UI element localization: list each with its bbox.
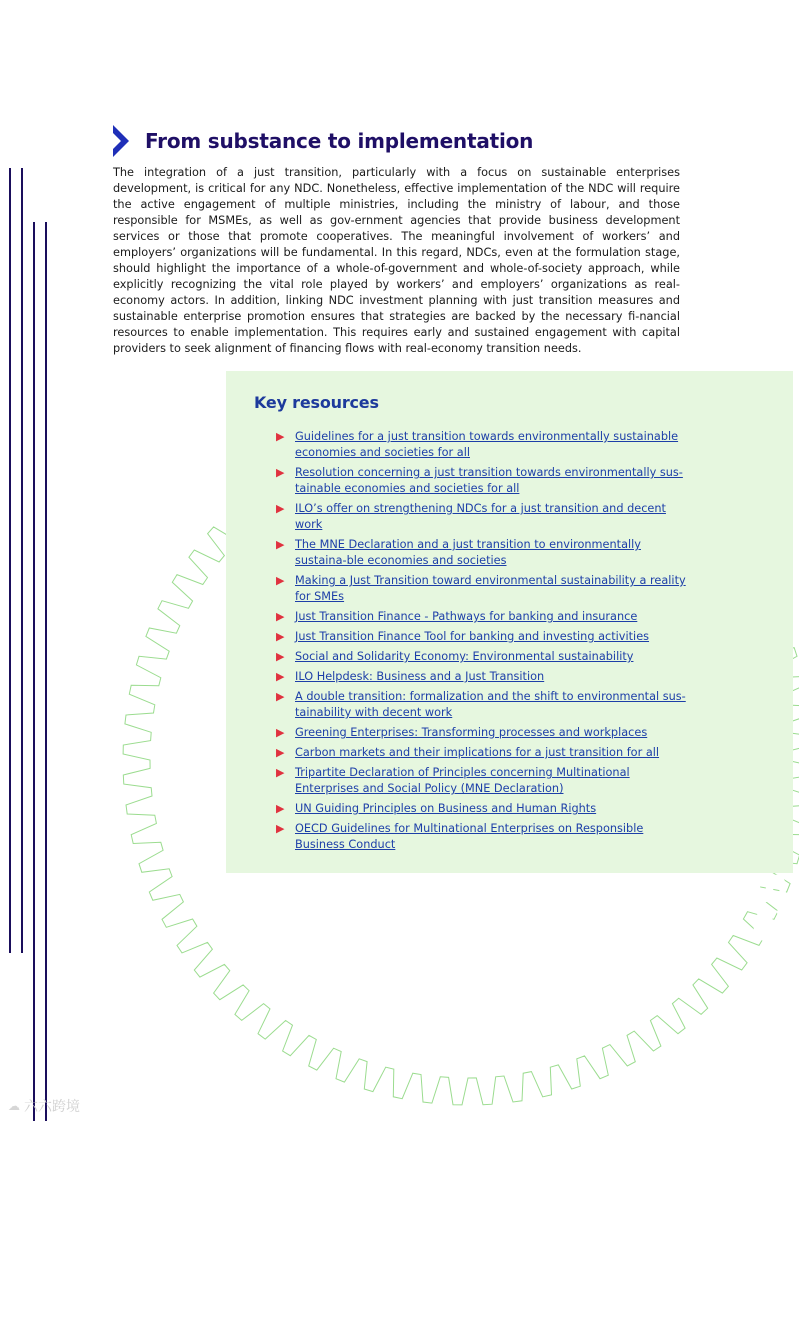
resource-link[interactable]: Tripartite Declaration of Principles concerning Multinational Enterprises and Social Policy (MNE Declaration) (295, 766, 630, 795)
section-header (113, 112, 533, 169)
resource-list-item (276, 745, 686, 761)
resource-list-item (276, 649, 686, 665)
resource-link[interactable]: Guidelines for a just transition towards environmentally sustainable economies and societies for all (295, 430, 679, 459)
resource-list-item (276, 429, 686, 461)
body-paragraph: The integration of a just transition, particularly with a focus on sustainable enterprises development, is critical for any NDC. Nonetheless, effective implementation of the NDC will require the active engagement of multiple ministries, including the ministry of labour, and those responsible for MSMEs, as well as gov-ernment agencies that provide business development services or those that promote cooperatives. The meaningful involvement of workers’ and employers’ organizations will be fundamental. In this regard, NDCs, even at the formulation stage, should highlight the importance of a whole-of-government and whole-of-society approach, while explicitly recognizing the vital role played by workers’ and employers’ organizations as real-economy actors. In addition, linking NDC investment planning with just transition measures and sustainable enterprise promotion ensures that strategies are backed by the necessary fi-nancial resources to enable implementation. This requires early and sustained engagement with capital providers to seek alignment of financing flows with real-economy transition needs. (113, 166, 680, 355)
bullet-arrow-icon: ▶ (276, 766, 285, 779)
resource-link[interactable]: Resolution concerning a just transition towards environmentally sus-tainable economies and societies for all (295, 466, 683, 495)
resource-link[interactable]: The MNE Declaration and a just transition to environmentally sustaina-ble economies and societies (295, 538, 641, 567)
resource-link[interactable]: OECD Guidelines for Multinational Enterprises on Responsible Business Conduct (295, 822, 644, 851)
key-resources-panel (226, 371, 799, 1330)
resource-link[interactable]: Greening Enterprises: Transforming processes and workplaces (295, 726, 648, 739)
key-resources-title: Key resources (254, 393, 379, 412)
resource-list-item (276, 609, 686, 625)
resource-list-item (276, 765, 686, 797)
resource-link[interactable]: UN Guiding Principles on Business and Human Rights (295, 802, 597, 815)
bullet-arrow-icon: ▶ (276, 610, 285, 623)
chevron-right-icon (113, 125, 129, 157)
resource-list-item (276, 573, 686, 605)
resource-list-item (276, 669, 686, 685)
bullet-arrow-icon: ▶ (276, 466, 285, 479)
bullet-arrow-icon: ▶ (276, 726, 285, 739)
resource-list (276, 429, 686, 857)
bullet-arrow-icon: ▶ (276, 430, 285, 443)
key-resources-side-label: Key resources (734, 871, 799, 1330)
section-title: From substance to implementation (145, 128, 534, 153)
resource-list-item (276, 801, 686, 817)
resource-link[interactable]: Just Transition Finance - Pathways for banking and insurance (295, 610, 638, 623)
resource-link[interactable]: Making a Just Transition toward environmental sustainability a reality for SMEs (295, 574, 686, 603)
bullet-arrow-icon: ▶ (276, 690, 285, 703)
resource-link[interactable]: A double transition: formalization and the shift to environmental sus-tainability with decent work (295, 690, 686, 719)
watermark (8, 1096, 80, 1116)
watermark-logo-icon: ☁ (8, 1099, 20, 1113)
bullet-arrow-icon: ▶ (276, 746, 285, 759)
bullet-arrow-icon: ▶ (276, 822, 285, 835)
resource-link[interactable]: Just Transition Finance Tool for banking and investing activities (295, 630, 650, 643)
resource-list-item (276, 465, 686, 497)
resource-list-item (276, 537, 686, 569)
resource-list-item (276, 821, 686, 853)
resource-list-item (276, 501, 686, 533)
resource-link[interactable]: Social and Solidarity Economy: Environmental sustainability (295, 650, 634, 663)
resource-list-item (276, 689, 686, 721)
bullet-arrow-icon: ▶ (276, 630, 285, 643)
bullet-arrow-icon: ▶ (276, 574, 285, 587)
bullet-arrow-icon: ▶ (276, 802, 285, 815)
bullet-arrow-icon: ▶ (276, 670, 285, 683)
resource-list-item (276, 629, 686, 645)
resource-link[interactable]: ILO Helpdesk: Business and a Just Transition (295, 670, 545, 683)
bullet-arrow-icon: ▶ (276, 650, 285, 663)
bullet-arrow-icon: ▶ (276, 538, 285, 551)
resource-link[interactable]: Carbon markets and their implications for a just transition for all (295, 746, 660, 759)
resource-link[interactable]: ILO’s offer on strengthening NDCs for a just transition and decent work (295, 502, 666, 531)
resource-list-item (276, 725, 686, 741)
bullet-arrow-icon: ▶ (276, 502, 285, 515)
watermark-text: 六六跨境 (24, 1099, 80, 1115)
